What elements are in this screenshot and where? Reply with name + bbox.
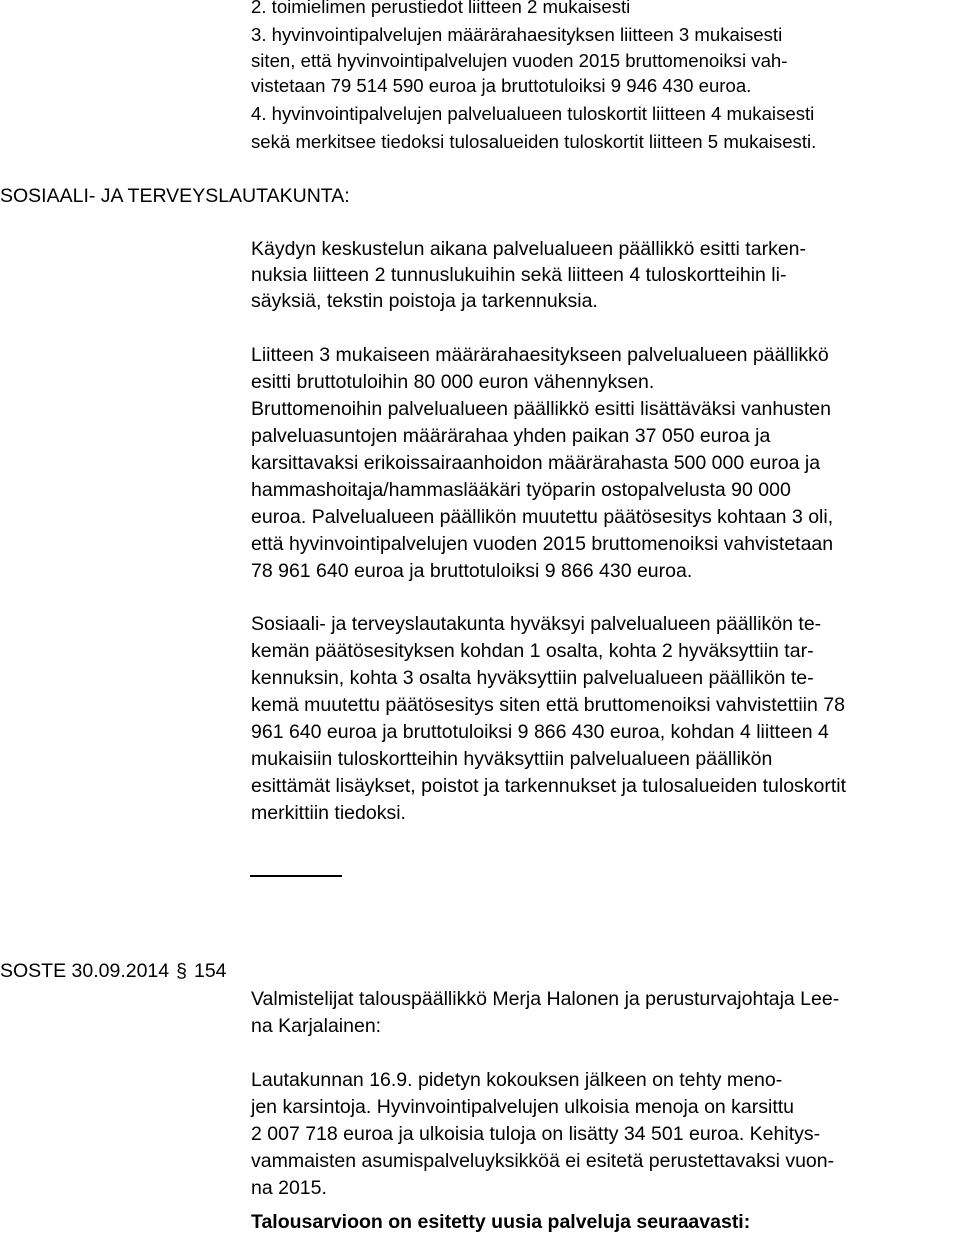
preparers-line: na Karjalainen: bbox=[251, 1015, 382, 1037]
amendment-paragraph-line: euroa. Palvelualueen päällikön muutettu päätösesitys kohtaan 3 oli, bbox=[251, 506, 834, 528]
amendment-paragraph-line: Bruttomenoihin palvelualueen päällikkö esitti lisättäväksi vanhusten bbox=[251, 398, 831, 420]
decision-paragraph-line: Sosiaali- ja terveyslautakunta hyväksyi palvelualueen päällikön te- bbox=[251, 613, 822, 635]
amendment-paragraph-line: 78 961 640 euroa ja bruttotuloiksi 9 866 430 euroa. bbox=[251, 560, 693, 582]
decision-paragraph-line: merkittiin tiedoksi. bbox=[251, 802, 406, 824]
decision-item-4-line: 4. hyvinvointipalvelujen palvelualueen tuloskortit liitteen 4 mukaisesti bbox=[251, 103, 815, 124]
amendment-paragraph-line: esitti bruttotuloihin 80 000 euron vähennyksen. bbox=[251, 371, 655, 393]
after-meeting-line: jen karsintoja. Hyvinvointipalvelujen ulkoisia menoja on karsittu bbox=[251, 1096, 795, 1118]
decision-paragraph-line: 961 640 euroa ja bruttotuloiksi 9 866 430 euroa, kohdan 4 liitteen 4 bbox=[251, 721, 829, 743]
section-number: 154 bbox=[193, 960, 227, 982]
amendment-paragraph-line: Liitteen 3 mukaiseen määrärahaesitykseen palvelualueen päällikkö bbox=[251, 344, 829, 366]
decision-item-4-line: sekä merkitsee tiedoksi tulosalueiden tuloskortit liitteen 5 mukaisesti. bbox=[251, 131, 817, 152]
amendment-paragraph-line: karsittavaksi erikoissairaanhoidon määrärahasta 500 000 euroa ja bbox=[251, 452, 821, 474]
committee-heading: SOSIAALI- JA TERVEYSLAUTAKUNTA: bbox=[0, 185, 350, 207]
decision-item-3-line: 3. hyvinvointipalvelujen määrärahaesityksen liitteen 3 mukaisesti bbox=[251, 24, 783, 45]
decision-paragraph-line: esittämät lisäykset, poistot ja tarkennukset ja tulosalueiden tuloskortit bbox=[251, 775, 847, 797]
decision-item-2: 2. toimielimen perustiedot liitteen 2 mukaisesti bbox=[251, 0, 631, 17]
amendment-paragraph-line: hammashoitaja/hammaslääkäri työparin ostopalvelusta 90 000 bbox=[251, 479, 791, 501]
discussion-paragraph-line: nuksia liitteen 2 tunnuslukuihin sekä liitteen 4 tuloskortteihin li- bbox=[251, 264, 787, 286]
section-divider bbox=[250, 875, 342, 877]
amendment-paragraph-line: että hyvinvointipalvelujen vuoden 2015 bruttomenoiksi vahvistetaan bbox=[251, 533, 834, 555]
discussion-paragraph-line: säyksiä, tekstin poistoja ja tarkennuksia. bbox=[251, 290, 598, 312]
soste-reference: SOSTE 30.09.2014 bbox=[0, 960, 170, 982]
amendment-paragraph-line: palveluasuntojen määrärahaa yhden paikan 37 050 euroa ja bbox=[251, 425, 771, 447]
decision-item-3-line: siten, että hyvinvointipalvelujen vuoden 2015 bruttomenoiksi vah- bbox=[251, 50, 788, 71]
decision-paragraph-line: kemän päätösesityksen kohdan 1 osalta, kohta 2 hyväksyttiin tar- bbox=[251, 640, 814, 662]
preparers-line: Valmistelijat talouspäällikkö Merja Halonen ja perusturvajohtaja Lee- bbox=[251, 988, 840, 1010]
after-meeting-line: 2 007 718 euroa ja ulkoisia tuloja on lisätty 34 501 euroa. Kehitys- bbox=[251, 1123, 821, 1145]
after-meeting-line: na 2015. bbox=[251, 1177, 327, 1199]
decision-paragraph-line: kennuksin, kohta 3 osalta hyväksyttiin palvelualueen päällikön te- bbox=[251, 667, 814, 689]
after-meeting-line: vammaisten asumispalveluyksikköä ei esitetä perustettavaksi vuon- bbox=[251, 1150, 835, 1172]
soste-section-heading bbox=[0, 957, 227, 985]
new-services-heading: Talousarvioon on esitetty uusia palveluja seuraavasti: bbox=[251, 1211, 751, 1233]
discussion-paragraph-line: Käydyn keskustelun aikana palvelualueen päällikkö esitti tarken- bbox=[251, 238, 806, 260]
decision-item-3-line: vistetaan 79 514 590 euroa ja bruttotuloiksi 9 946 430 euroa. bbox=[251, 75, 752, 96]
decision-paragraph-line: mukaisiin tuloskortteihin hyväksyttiin palvelualueen päällikön bbox=[251, 748, 773, 770]
decision-paragraph-line: kemä muutettu päätösesitys siten että bruttomenoiksi vahvistettiin 78 bbox=[251, 694, 845, 716]
after-meeting-line: Lautakunnan 16.9. pidetyn kokouksen jälkeen on tehty meno- bbox=[251, 1069, 783, 1091]
section-sign: § bbox=[176, 960, 187, 982]
